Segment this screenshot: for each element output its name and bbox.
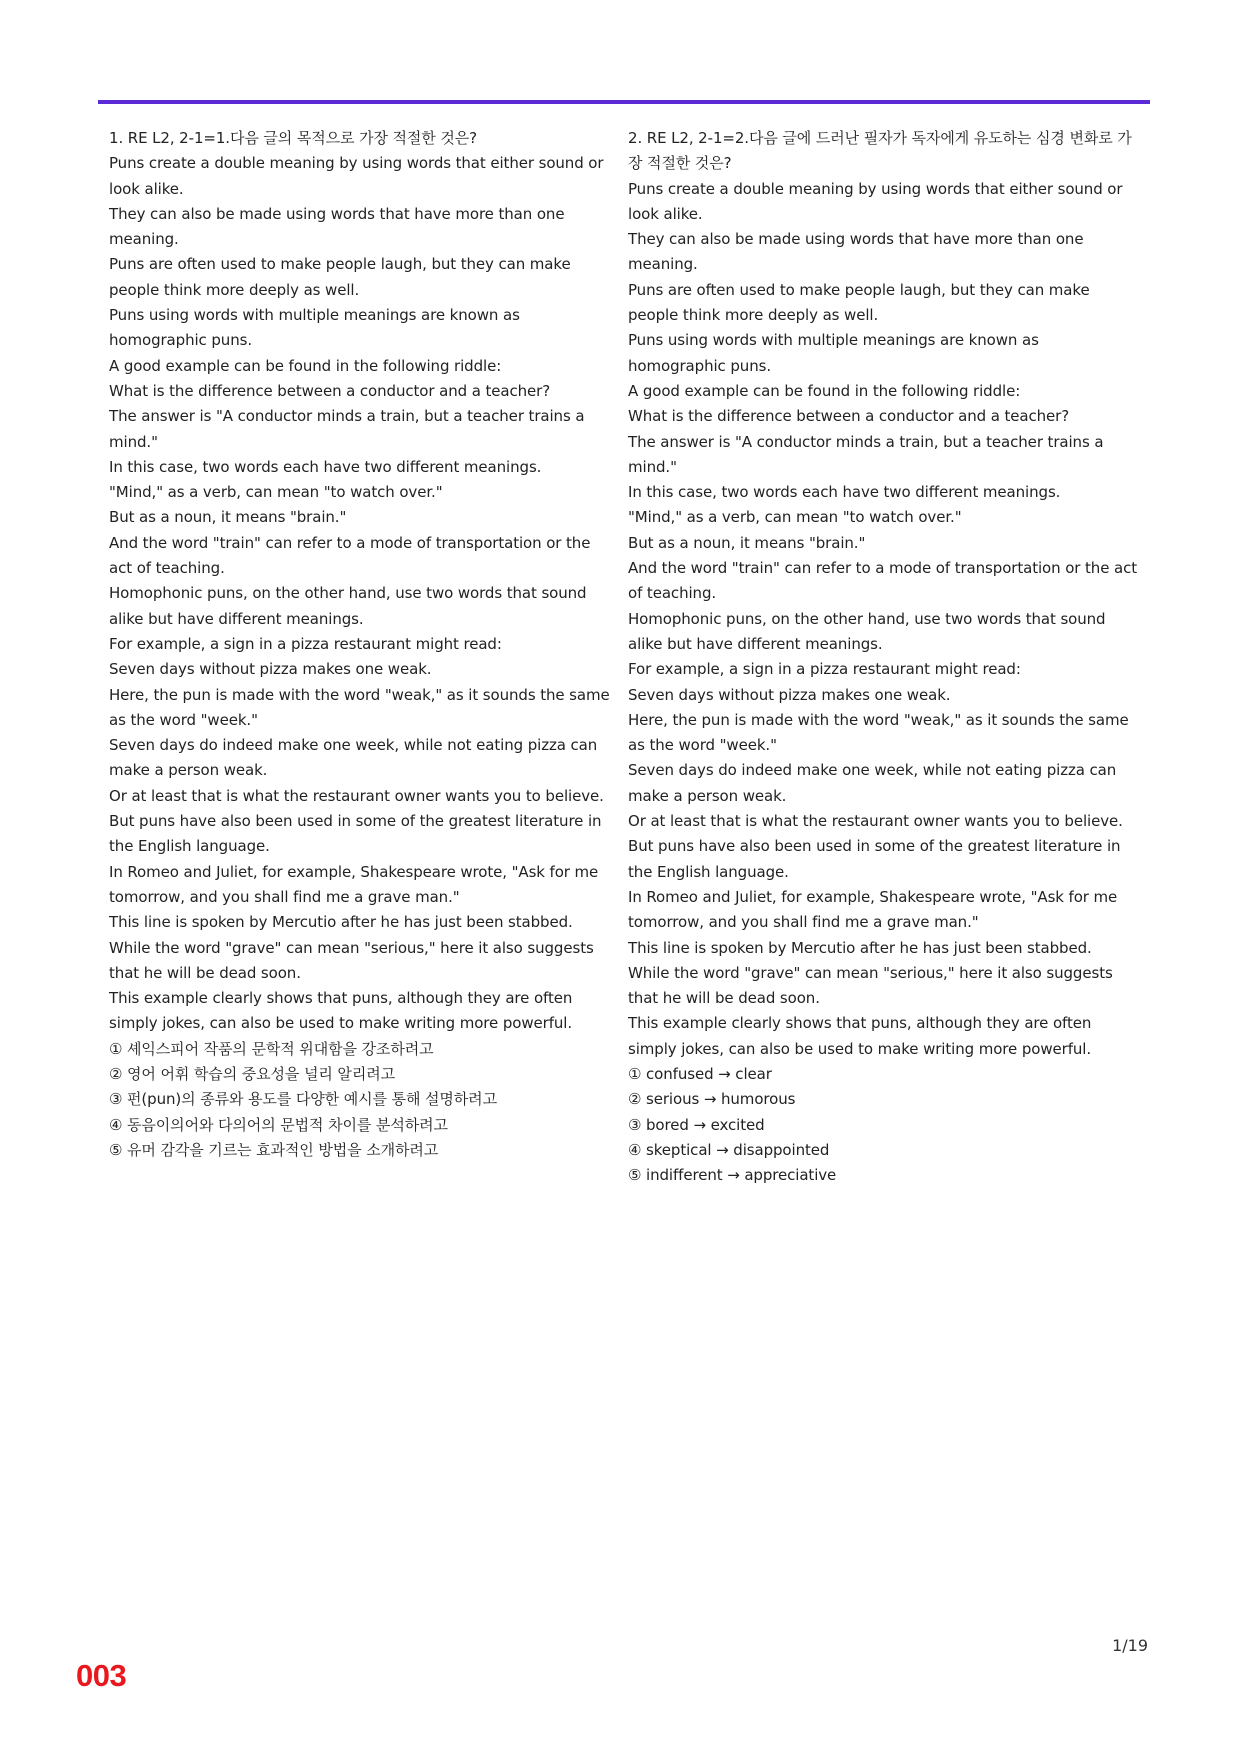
passage-line: Puns using words with multiple meanings are known as homographic puns. (628, 331, 1039, 375)
passage-line: Homophonic puns, on the other hand, use two words that sound alike but have different meanings. (109, 584, 587, 628)
question-1 (109, 126, 615, 1163)
passage-line: Seven days without pizza makes one weak. (109, 660, 432, 679)
passage-line: A good example can be found in the following riddle: (628, 381, 1021, 400)
passage-line: For example, a sign in a pizza restaurant might read: (109, 634, 502, 653)
passage-line: And the word "train" can refer to a mode of transportation or the act of teaching. (628, 559, 1138, 603)
passage-line: Puns create a double meaning by using words that either sound or look alike. (109, 154, 604, 198)
passage-line: But as a noun, it means "brain." (628, 533, 866, 552)
passage-line: Puns using words with multiple meanings are known as homographic puns. (109, 306, 520, 350)
passage-line: But as a noun, it means "brain." (109, 508, 347, 527)
passage-line: Seven days do indeed make one week, while not eating pizza can make a person weak. (109, 736, 598, 780)
question-title: 2. RE L2, 2-1=2.다음 글에 드러난 필자가 독자에게 유도하는 심경 변화로 가장 적절한 것은? (628, 129, 1132, 173)
passage-line: They can also be made using words that have more than one meaning. (628, 230, 1084, 274)
passage-line: Or at least that is what the restaurant owner wants you to believe. (628, 812, 1123, 831)
passage-line: "Mind," as a verb, can mean "to watch over." (109, 483, 443, 502)
passage-line: Or at least that is what the restaurant owner wants you to believe. (109, 786, 604, 805)
passage-line: Here, the pun is made with the word "weak," as it sounds the same as the word "week." (628, 710, 1129, 755)
passage-line: Seven days do indeed make one week, while not eating pizza can make a person weak. (628, 761, 1117, 805)
passage-line: They can also be made using words that have more than one meaning. (109, 204, 565, 249)
question-2 (628, 126, 1138, 1188)
choice-1: ① confused → clear (628, 1064, 772, 1083)
passage-line: In this case, two words each have two different meanings. (628, 483, 1061, 502)
passage-line: The answer is "A conductor minds a train, but a teacher trains a mind." (628, 432, 1104, 476)
passage-line: This example clearly shows that puns, although they are often simply jokes, can also be used to make writing more powerful. (109, 989, 573, 1033)
choice-4: ④ skeptical → disappointed (628, 1140, 830, 1159)
choice-3: ③ 펀(pun)의 종류와 용도를 다양한 예시를 통해 설명하려고 (109, 1090, 497, 1109)
passage-line: Puns create a double meaning by using words that either sound or look alike. (628, 179, 1123, 223)
passage-line: What is the difference between a conductor and a teacher? (109, 381, 551, 400)
passage-line: This example clearly shows that puns, although they are often simply jokes, can also be used to make writing more powerful. (628, 1014, 1092, 1058)
choice-3: ③ bored → excited (628, 1115, 765, 1134)
passage-line: While the word "grave" can mean "serious," here it also suggests that he will be dead soon. (628, 963, 1113, 1008)
passage-line: "Mind," as a verb, can mean "to watch over." (628, 508, 962, 527)
passage-line: In this case, two words each have two different meanings. (109, 457, 542, 476)
passage-line: The answer is "A conductor minds a train, but a teacher trains a mind." (109, 407, 585, 451)
choice-1: ① 셰익스피어 작품의 문학적 위대함을 강조하려고 (109, 1039, 434, 1058)
choice-5: ⑤ 유머 감각을 기르는 효과적인 방법을 소개하려고 (109, 1140, 439, 1159)
passage-line: In Romeo and Juliet, for example, Shakespeare wrote, "Ask for me tomorrow, and you shall find me a grave man." (628, 887, 1118, 932)
passage-line: Puns are often used to make people laugh, but they can make people think more deeply as well. (109, 255, 571, 299)
passage-line: Homophonic puns, on the other hand, use two words that sound alike but have different meanings. (628, 609, 1106, 653)
page-number: 1/19 (1112, 1636, 1148, 1655)
choice-5: ⑤ indifferent → appreciative (628, 1166, 837, 1185)
passage-line: But puns have also been used in some of the greatest literature in the English language. (109, 812, 602, 856)
header-rule (98, 100, 1150, 104)
choice-2: ② serious → humorous (628, 1090, 796, 1109)
passage-line: This line is spoken by Mercutio after he has just been stabbed. (628, 938, 1092, 957)
passage-line: While the word "grave" can mean "serious," here it also suggests that he will be dead soon. (109, 938, 594, 982)
passage-line: What is the difference between a conductor and a teacher? (628, 407, 1070, 426)
passage-line: A good example can be found in the following riddle: (109, 356, 502, 375)
passage-line: This line is spoken by Mercutio after he has just been stabbed. (109, 913, 573, 932)
choice-4: ④ 동음이의어와 다의어의 문법적 차이를 분석하려고 (109, 1115, 448, 1134)
choice-2: ② 영어 어휘 학습의 중요성을 널리 알리려고 (109, 1064, 395, 1083)
passage-line: Seven days without pizza makes one weak. (628, 685, 951, 704)
passage-line: But puns have also been used in some of the greatest literature in the English language. (628, 837, 1121, 881)
passage-line: And the word "train" can refer to a mode of transportation or the act of teaching. (109, 533, 591, 578)
passage-line: For example, a sign in a pizza restaurant might read: (628, 660, 1021, 679)
passage-line: In Romeo and Juliet, for example, Shakespeare wrote, "Ask for me tomorrow, and you shall find me a grave man." (109, 862, 599, 906)
page-stamp: 003 (76, 1658, 127, 1693)
question-title: 1. RE L2, 2-1=1.다음 글의 목적으로 가장 적절한 것은? (109, 129, 478, 147)
passage-line: Puns are often used to make people laugh, but they can make people think more deeply as well. (628, 280, 1090, 325)
passage-line: Here, the pun is made with the word "weak," as it sounds the same as the word "week." (109, 685, 610, 729)
